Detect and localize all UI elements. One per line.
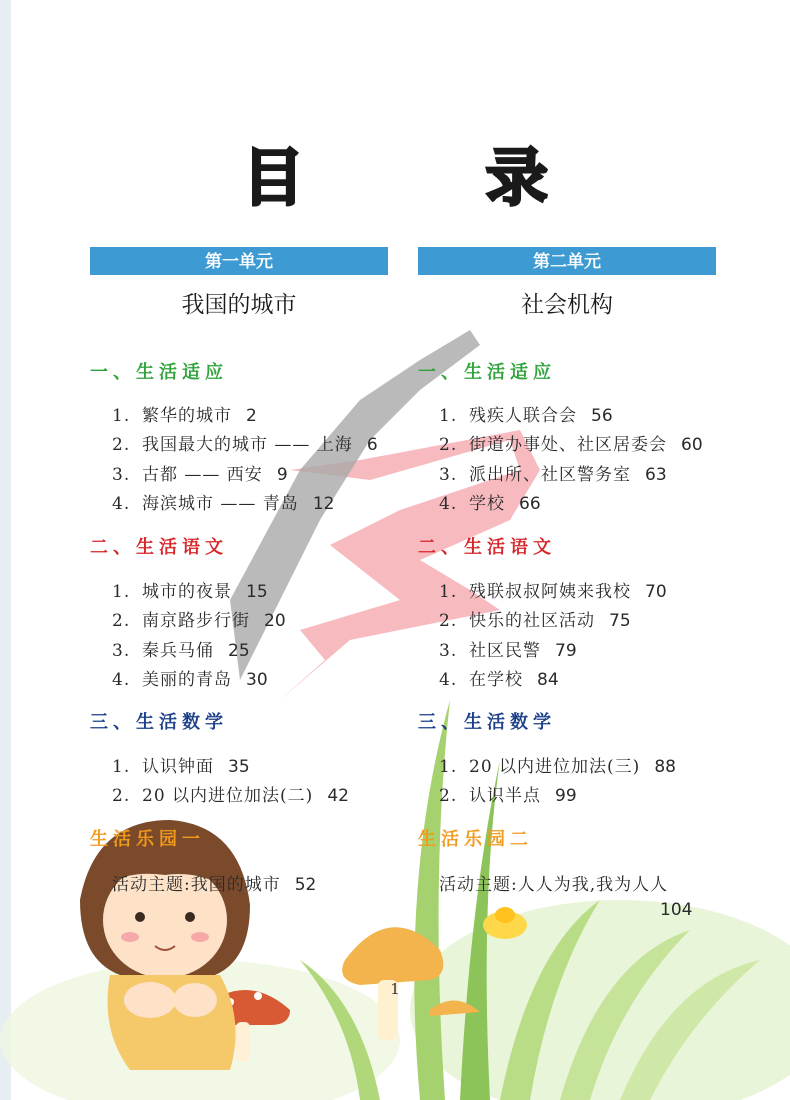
toc-entry[interactable] xyxy=(439,430,703,459)
entry-number: 3. xyxy=(112,640,131,661)
entry-page: 25 xyxy=(228,640,250,661)
page-number: 1 xyxy=(390,980,400,998)
entry-page: 15 xyxy=(246,582,268,602)
entry-title: 社区民警 xyxy=(469,640,541,661)
entry-title: 学校 xyxy=(469,493,505,514)
entry-title: 快乐的社区活动 xyxy=(469,611,595,632)
entry-page: 70 xyxy=(645,582,667,602)
entry-page: 84 xyxy=(537,669,559,690)
entry-page: 2 xyxy=(246,406,257,426)
toc-entry[interactable] xyxy=(439,636,667,665)
entry-title: 古都 —— 西安 xyxy=(142,464,263,485)
entry-title: 美丽的青岛 xyxy=(142,669,232,690)
unit-2-section-1-list xyxy=(439,401,703,518)
entry-title: 认识半点 xyxy=(469,786,541,807)
entry-page: 75 xyxy=(609,611,631,632)
entry-page: 88 xyxy=(654,757,676,777)
entry-number: 2. xyxy=(112,611,131,632)
entry-page: 56 xyxy=(591,406,613,426)
activity-page: 104 xyxy=(660,900,693,920)
entry-page: 63 xyxy=(645,464,667,485)
unit-2-section-3-heading: 三、生活数学 xyxy=(418,712,556,733)
entry-number: 3. xyxy=(439,640,458,661)
unit-1-activity-entry[interactable] xyxy=(112,870,316,895)
toc-entry[interactable] xyxy=(112,489,378,518)
toc-entry[interactable] xyxy=(112,401,378,430)
entry-number: 3. xyxy=(112,464,131,485)
activity-title: 活动主题:人人为我,我为人人 xyxy=(439,875,669,895)
entry-page: 79 xyxy=(555,640,577,661)
entry-page: 30 xyxy=(246,669,268,690)
entry-title: 南京路步行街 xyxy=(142,611,250,632)
unit-1-section-2-list xyxy=(112,577,286,694)
entry-number: 1. xyxy=(439,757,458,777)
entry-number: 2. xyxy=(112,786,131,807)
entry-page: 12 xyxy=(312,493,335,514)
entry-page: 60 xyxy=(681,435,703,456)
entry-number: 1. xyxy=(112,406,131,426)
unit-2-banner: 第二单元 xyxy=(418,247,716,275)
unit-2-activity-page-line[interactable] xyxy=(660,900,692,920)
entry-title: 城市的夜景 xyxy=(142,582,232,602)
unit-1-section-1-heading: 一、生活适应 xyxy=(90,362,228,383)
toc-entry[interactable] xyxy=(439,665,667,694)
toc-entry[interactable] xyxy=(439,489,703,518)
unit-1-title: 我国的城市 xyxy=(181,292,297,318)
entry-title: 残疾人联合会 xyxy=(469,406,577,426)
entry-title: 残联叔叔阿姨来我校 xyxy=(469,582,631,602)
entry-title: 派出所、社区警务室 xyxy=(469,464,631,485)
entry-number: 4. xyxy=(439,669,458,690)
toc-entry[interactable] xyxy=(112,606,286,635)
unit-2-section-4-heading: 生活乐园二 xyxy=(418,829,533,850)
entry-number: 2. xyxy=(439,611,458,632)
unit-2-section-2-list xyxy=(439,577,667,694)
entry-title: 海滨城市 —— 青岛 xyxy=(142,493,299,514)
toc-entry[interactable] xyxy=(112,430,378,459)
toc-entry[interactable] xyxy=(112,781,349,810)
entry-title: 在学校 xyxy=(469,669,523,690)
entry-title: 认识钟面 xyxy=(142,757,214,777)
entry-title: 20 以内进位加法(三) xyxy=(469,757,641,777)
entry-page: 6 xyxy=(366,435,378,456)
toc-entry[interactable] xyxy=(112,577,286,606)
unit-1-section-1-list xyxy=(112,401,378,518)
entry-title: 20 以内进位加法(二) xyxy=(142,786,314,807)
toc-entry[interactable] xyxy=(439,460,703,489)
entry-title: 秦兵马俑 xyxy=(142,640,214,661)
unit-1-section-3-heading: 三、生活数学 xyxy=(90,712,228,733)
entry-number: 2. xyxy=(439,786,458,807)
flower-illustration xyxy=(483,907,527,939)
unit-2-activity-entry[interactable] xyxy=(439,870,668,895)
toc-entry[interactable] xyxy=(439,752,676,781)
unit-1-section-4-heading: 生活乐园一 xyxy=(90,829,205,850)
toc-entry[interactable] xyxy=(112,752,349,781)
entry-number: 1. xyxy=(112,582,131,602)
unit-2-section-3-list xyxy=(439,752,676,811)
entry-title: 街道办事处、社区居委会 xyxy=(469,435,667,456)
entry-page: 20 xyxy=(264,611,286,632)
activity-page: 52 xyxy=(294,875,317,895)
toc-entry[interactable] xyxy=(112,665,286,694)
entry-page: 9 xyxy=(276,464,288,485)
toc-entry[interactable] xyxy=(439,781,676,810)
entry-title: 繁华的城市 xyxy=(142,406,232,426)
toc-entry[interactable] xyxy=(439,577,667,606)
entry-page: 66 xyxy=(519,493,541,514)
entry-number: 4. xyxy=(112,493,131,514)
unit-2-title: 社会机构 xyxy=(521,292,613,318)
entry-number: 3. xyxy=(439,464,458,485)
entry-number: 1. xyxy=(112,757,131,777)
toc-entry[interactable] xyxy=(112,460,378,489)
toc-entry[interactable] xyxy=(439,401,703,430)
activity-title: 活动主题:我国的城市 xyxy=(112,875,281,895)
unit-2-section-2-heading: 二、生活语文 xyxy=(418,537,556,558)
entry-number: 4. xyxy=(439,493,458,514)
unit-2-section-1-heading: 一、生活适应 xyxy=(418,362,556,383)
entry-number: 2. xyxy=(112,435,131,456)
table-of-contents-title: 目 录 xyxy=(242,141,628,214)
entry-number: 1. xyxy=(439,406,458,426)
entry-page: 99 xyxy=(555,786,577,807)
entry-number: 4. xyxy=(112,669,131,690)
entry-number: 1. xyxy=(439,582,458,602)
toc-entry[interactable] xyxy=(439,606,667,635)
toc-entry[interactable] xyxy=(112,636,286,665)
entry-title: 我国最大的城市 —— 上海 xyxy=(142,435,353,456)
unit-1-banner: 第一单元 xyxy=(90,247,388,275)
unit-1-section-2-heading: 二、生活语文 xyxy=(90,537,228,558)
entry-page: 35 xyxy=(228,757,250,777)
entry-number: 2. xyxy=(439,435,458,456)
entry-page: 42 xyxy=(327,786,349,807)
unit-1-section-3-list xyxy=(112,752,349,811)
